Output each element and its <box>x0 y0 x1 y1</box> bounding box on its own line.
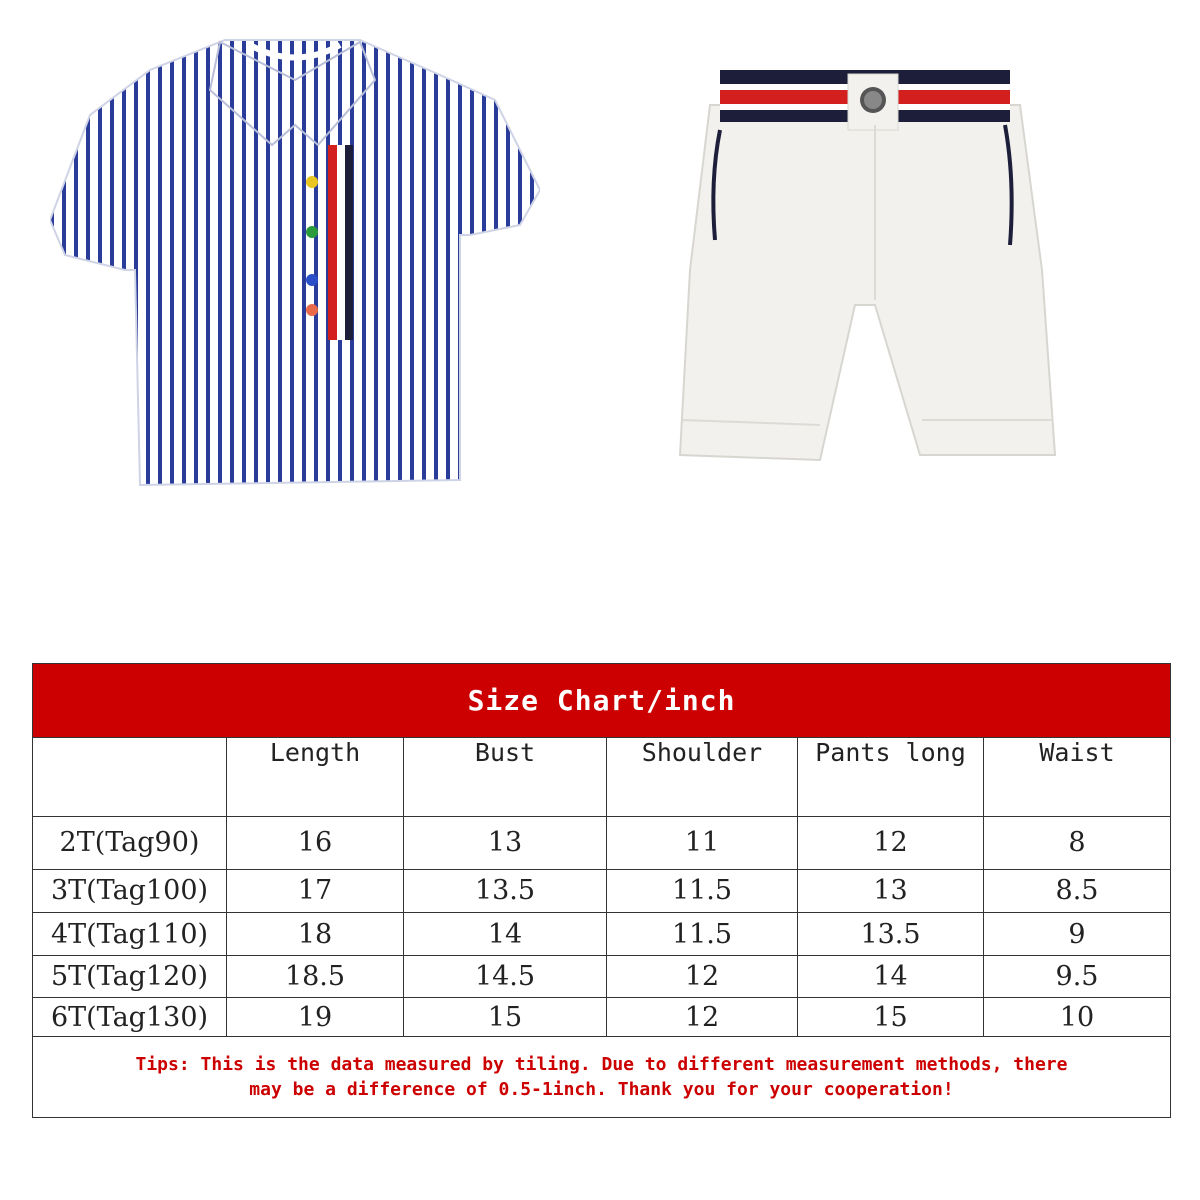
table-row <box>33 869 1171 913</box>
size-chart-table <box>32 663 1171 1118</box>
corner-cell <box>33 737 227 816</box>
column-header-bust: Bust <box>404 737 607 816</box>
table-cell: 12 <box>607 955 798 998</box>
size-chart-title-row <box>33 664 1171 738</box>
table-cell: 11.5 <box>607 913 798 956</box>
column-header-waist: Waist <box>984 737 1171 816</box>
row-label: 3T(Tag100) <box>33 869 227 913</box>
table-cell: 17 <box>227 869 404 913</box>
row-label: 2T(Tag90) <box>33 817 227 870</box>
table-cell: 14 <box>404 913 607 956</box>
header-row <box>33 737 1171 816</box>
row-label: 6T(Tag130) <box>33 998 227 1037</box>
table-cell: 13.5 <box>798 913 984 956</box>
table-cell: 11 <box>607 817 798 870</box>
table-cell: 18.5 <box>227 955 404 998</box>
table-cell: 15 <box>798 998 984 1037</box>
column-header-length: Length <box>227 737 404 816</box>
table-cell: 9.5 <box>984 955 1171 998</box>
table-cell: 8 <box>984 817 1171 870</box>
table-cell: 13.5 <box>404 869 607 913</box>
table-cell: 15 <box>404 998 607 1037</box>
tips-line: may be a difference of 0.5-1inch. Thank you for your cooperation! <box>249 1078 954 1100</box>
table-cell: 12 <box>607 998 798 1037</box>
size-chart-title: Size Chart/inch <box>33 664 1171 738</box>
table-cell: 14 <box>798 955 984 998</box>
table-row <box>33 913 1171 956</box>
table-cell: 10 <box>984 998 1171 1037</box>
table-cell: 16 <box>227 817 404 870</box>
white-shorts-image <box>670 60 1060 480</box>
tips-line: Tips: This is the data measured by tiling. Due to different measurement methods, there <box>135 1053 1068 1075</box>
table-cell: 13 <box>404 817 607 870</box>
table-cell: 12 <box>798 817 984 870</box>
table-row <box>33 998 1171 1037</box>
table-cell: 9 <box>984 913 1171 956</box>
table-cell: 11.5 <box>607 869 798 913</box>
column-header-pants-long: Pants long <box>798 737 984 816</box>
table-cell: 18 <box>227 913 404 956</box>
table-cell: 8.5 <box>984 869 1171 913</box>
table-cell: 14.5 <box>404 955 607 998</box>
table-cell: 13 <box>798 869 984 913</box>
row-label: 4T(Tag110) <box>33 913 227 956</box>
row-label: 5T(Tag120) <box>33 955 227 998</box>
tips-row <box>33 1036 1171 1117</box>
striped-shirt-image <box>50 20 540 500</box>
table-row <box>33 955 1171 998</box>
tips-note <box>33 1036 1171 1117</box>
table-row <box>33 817 1171 870</box>
column-header-shoulder: Shoulder <box>607 737 798 816</box>
table-cell: 19 <box>227 998 404 1037</box>
